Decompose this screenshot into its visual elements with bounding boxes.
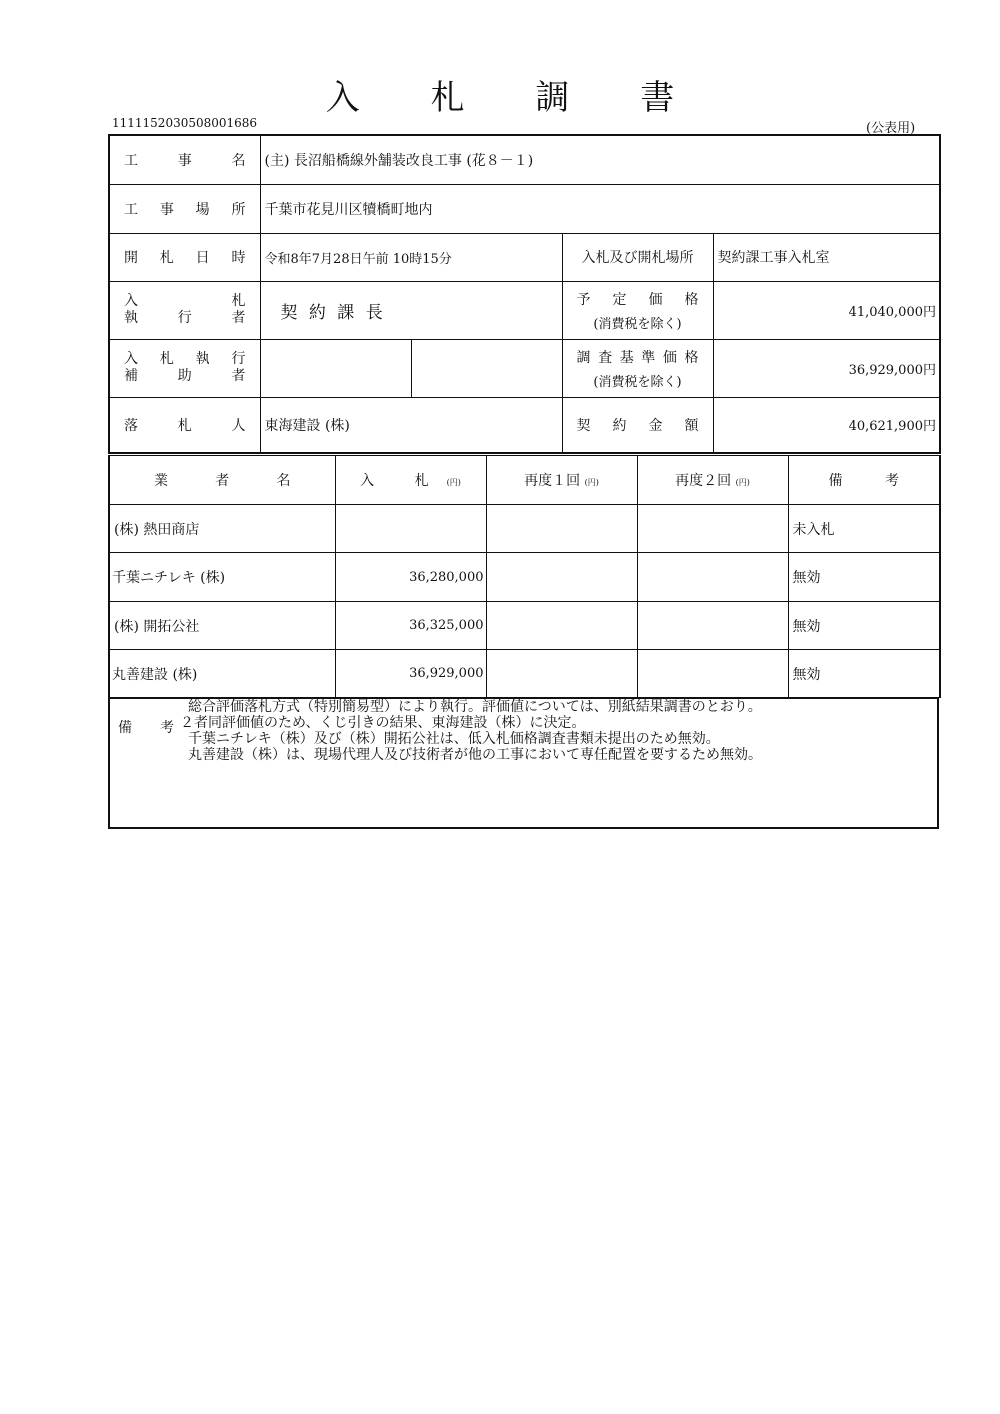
row-rebid1 [486,602,637,650]
remarks-label [118,717,174,737]
document-title: 入 札 調 書 [325,78,705,118]
bid-datetime-label: 開 札 日 時 [109,233,260,281]
row-company: (株) 熱田商店 [109,505,335,553]
col-note-header: 備 考 [788,456,940,505]
remarks-label-text: 備 考 [118,720,174,736]
assistant-label-line1: 入 札 執 行 [124,351,246,367]
remarks-line: 総合評価落札方式（特別簡易型）により執行。評価値については、別紙結果調書のとおり。 [188,699,762,715]
col-company-header: 業 者 名 [109,456,335,505]
row-note: 未入札 [788,505,940,553]
executor-label [109,281,260,339]
row-note: 無効 [788,602,940,650]
executor-label-line1: 入 札 [124,293,246,309]
executor-value: 契 約 課 長 [260,281,562,339]
row-company: 千葉ニチレキ (株) [109,553,335,602]
row-rebid1 [486,505,637,553]
table-row [109,650,940,698]
survey-price-value: 36,929,000円 [713,339,940,397]
planned-price-note: (消費税を除く) [593,316,682,332]
remarks-line: ２者同評価値のため、くじ引きの結果、東海建設（株）に決定。 [180,715,586,731]
row-rebid1 [486,650,637,698]
row-bid: 36,929,000 [335,650,486,698]
assistant-label-line2: 補 助 者 [124,368,246,384]
work-place-value: 千葉市花見川区犢橋町地内 [260,184,940,233]
executor-label-line2: 執 行 者 [124,310,246,326]
remarks-line: 千葉ニチレキ（株）及び（株）開拓公社は、低入札価格調査書類未提出のため無効。 [188,731,720,747]
table-row [109,602,940,650]
row-company: 丸善建設 (株) [109,650,335,698]
winner-value: 東海建設 (株) [260,397,562,453]
col-bid-label: 入 札 [360,473,447,489]
contract-amount-label: 契 約 金 額 [562,397,713,453]
contract-amount-value: 40,621,900円 [713,397,940,453]
row-note: 無効 [788,650,940,698]
assistant-value-2 [411,339,562,397]
bid-place-label: 入札及び開札場所 [562,233,713,281]
document-id: 1111152030508001686 [112,116,258,130]
public-use-label: (公表用) [866,121,916,136]
col-rebid1-header [486,456,637,505]
planned-price-label: 予 定 価 格 [576,291,699,308]
planned-price-label-cell [562,281,713,339]
col-rebid1-unit: (円) [584,478,599,487]
row-bid: 36,325,000 [335,602,486,650]
row-rebid2 [637,505,788,553]
assistant-value-1 [260,339,411,397]
survey-price-label-cell [562,339,713,397]
survey-price-label: 調 査 基 準 価 格 [576,349,699,366]
row-rebid2 [637,650,788,698]
bid-place-value: 契約課工事入札室 [713,233,940,281]
table-row [109,553,940,602]
col-rebid1-label: 再度１回 [524,473,581,489]
table-row [109,505,940,553]
work-name-value: (主) 長沼船橋線外舗装改良工事 (花８－１) [260,135,940,184]
row-bid: 36,280,000 [335,553,486,602]
row-company: (株) 開拓公社 [109,602,335,650]
col-rebid2-header [637,456,788,505]
bid-datetime-value: 令和8年7月28日午前 10時15分 [260,233,562,281]
row-rebid2 [637,602,788,650]
col-rebid2-label: 再度２回 [675,473,732,489]
col-bid-header [335,456,486,505]
remarks-box [108,698,939,829]
survey-price-note: (消費税を除く) [593,374,682,390]
row-bid [335,505,486,553]
work-name-label: 工 事 名 [109,135,260,184]
assistant-label [109,339,260,397]
row-rebid1 [486,553,637,602]
row-rebid2 [637,553,788,602]
col-bid-unit: (円) [446,478,461,487]
bid-table [108,455,941,698]
col-rebid2-unit: (円) [735,478,750,487]
header-table [108,134,941,454]
planned-price-value: 41,040,000円 [713,281,940,339]
work-place-label: 工 事 場 所 [109,184,260,233]
winner-label: 落 札 人 [109,397,260,453]
row-note: 無効 [788,553,940,602]
remarks-line: 丸善建設（株）は、現場代理人及び技術者が他の工事において専任配置を要するため無効。 [188,747,762,763]
remarks-lines [180,699,762,763]
